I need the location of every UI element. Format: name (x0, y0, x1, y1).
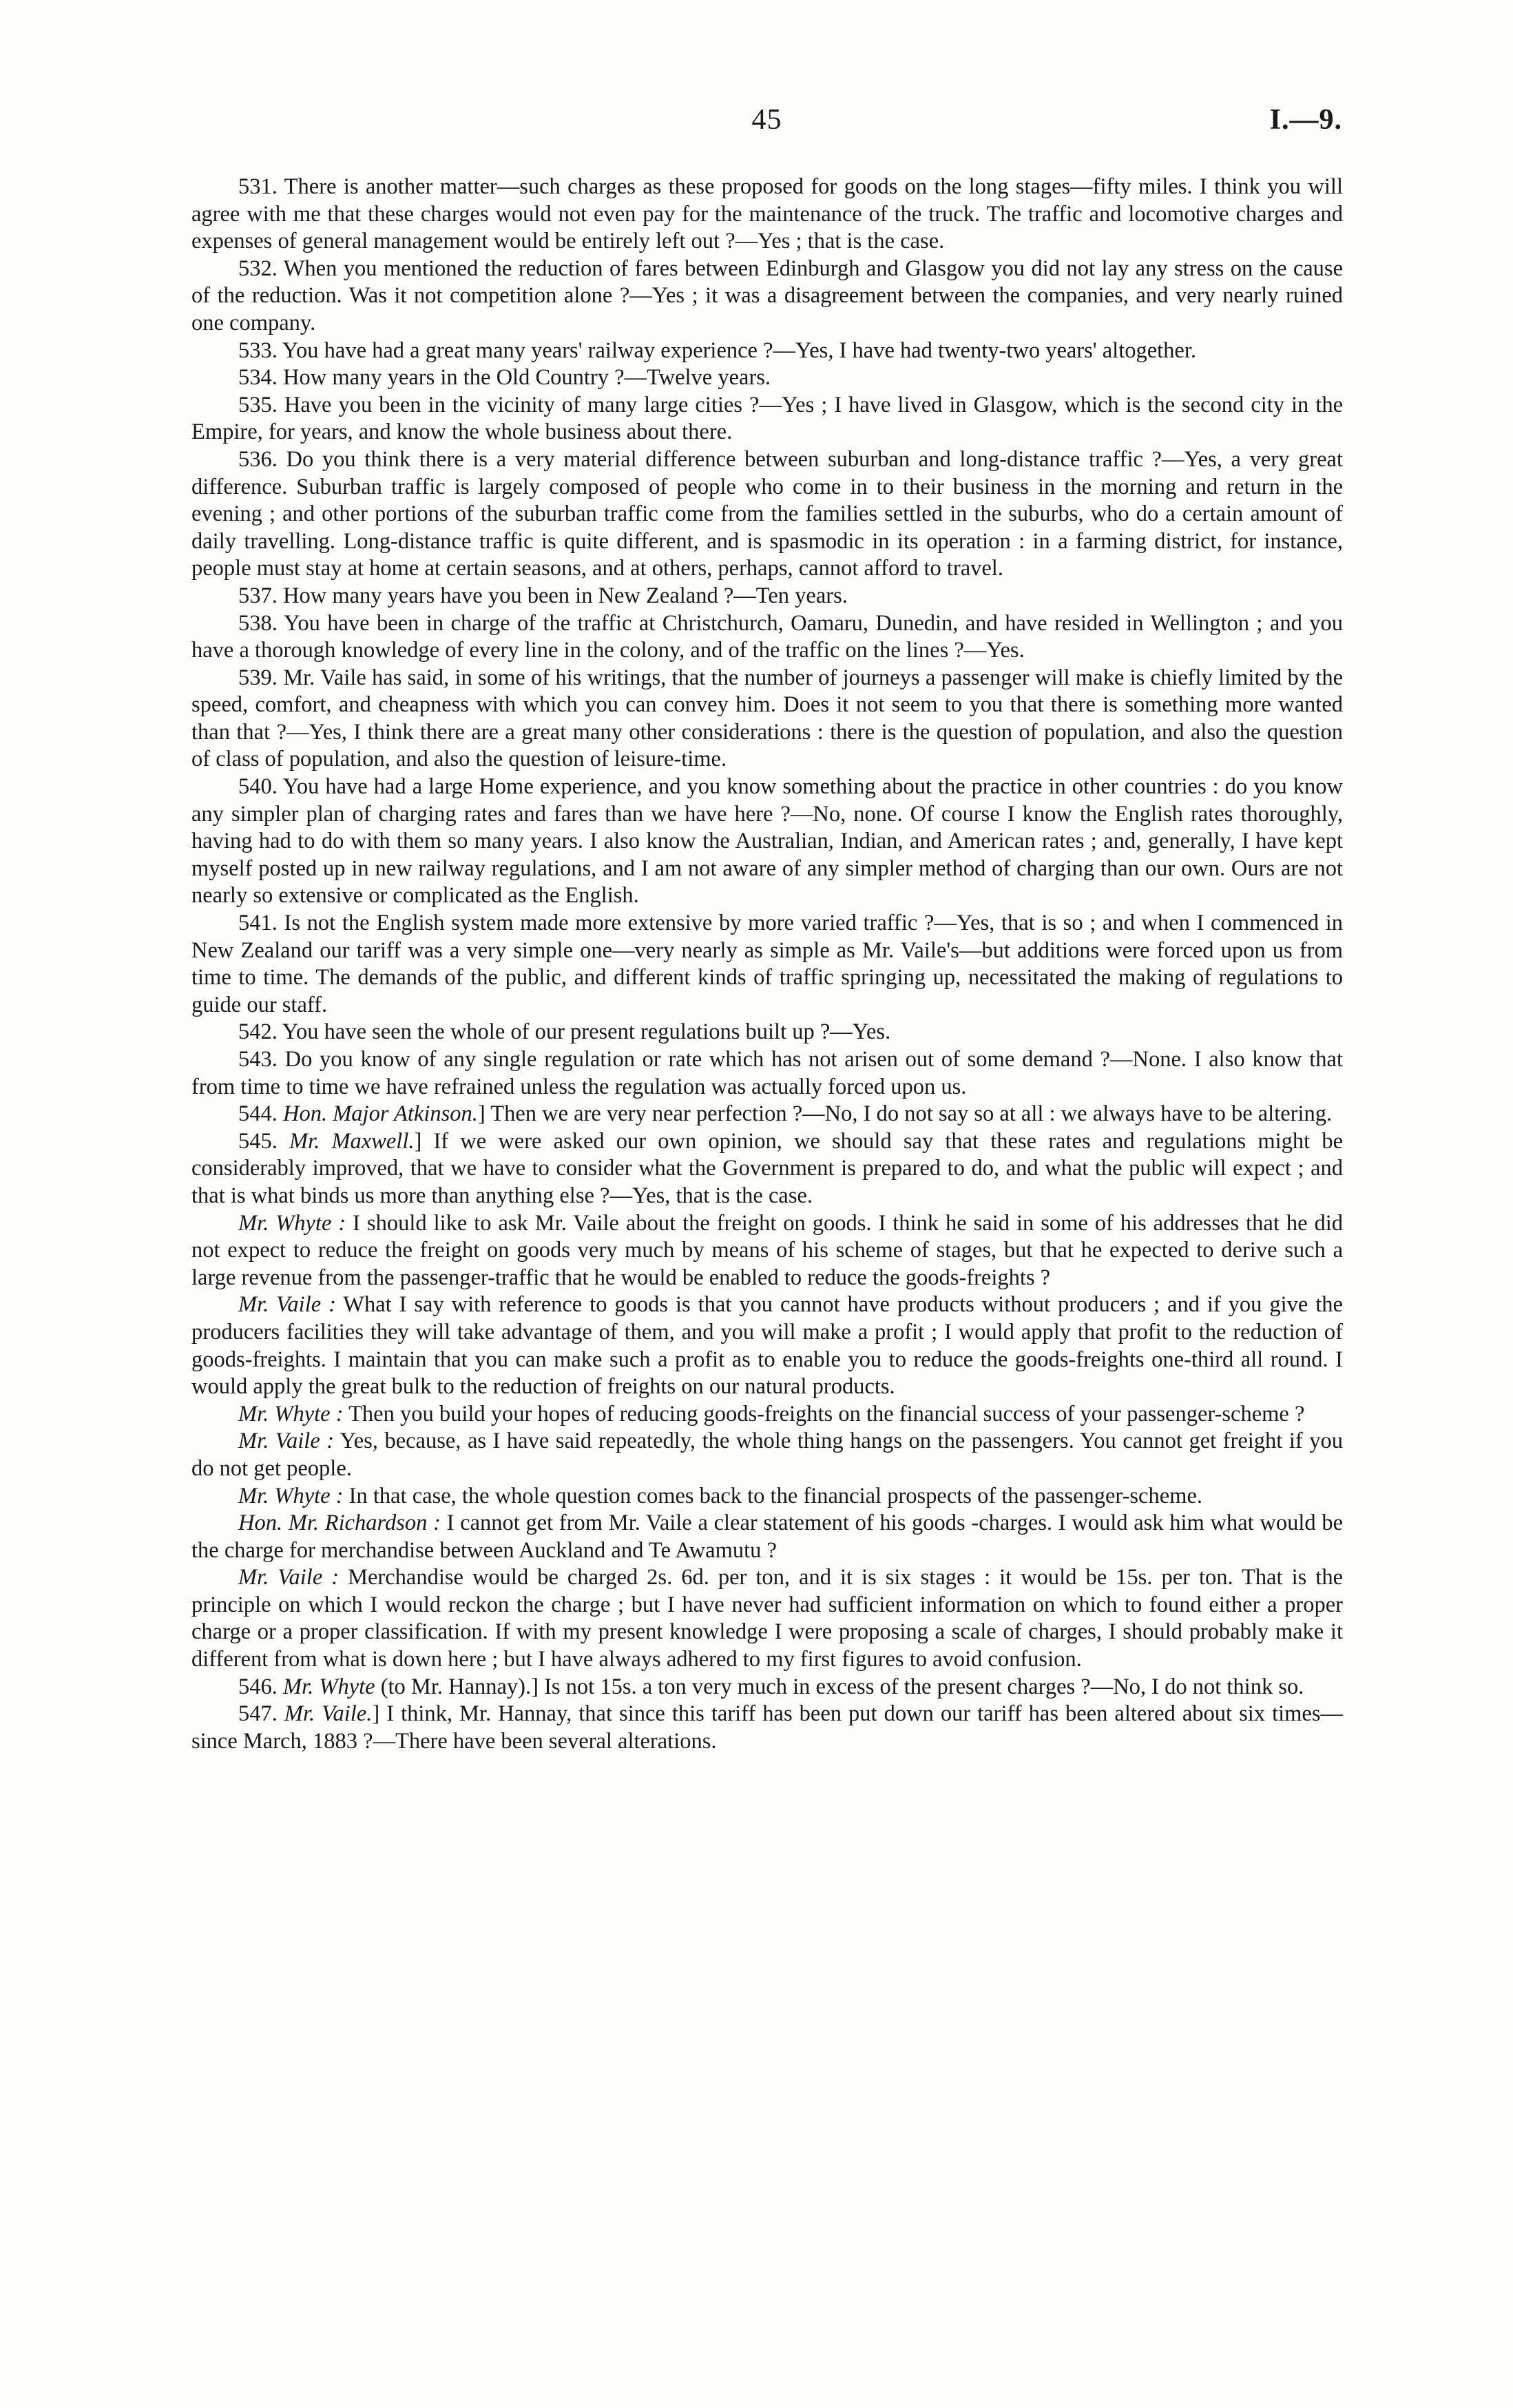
evidence-paragraph (191, 583, 1343, 610)
speaker-separator (344, 1402, 349, 1426)
paragraph-text: I think, Mr. Hannay, that since this tariff has been put down our tariff has been altered about six times—since March, 1883 ?—There have been several alterations. (191, 1701, 1344, 1754)
question-number: 539. (238, 665, 278, 690)
speaker-name: Hon. Major Atkinson. (283, 1101, 478, 1127)
speaker-name: Mr. Vaile : (238, 1292, 336, 1318)
speaker-separator (346, 1211, 353, 1236)
paragraph-text: In that case, the whole question comes back to the financial prospects of the passenger-scheme. (348, 1483, 1202, 1508)
evidence-paragraph (191, 665, 1343, 774)
page-number: 45 (751, 104, 782, 136)
paragraph-text: Is not the English system made more extensive by more varied traffic ?—Yes, that is so ; and when I commenced in New Zealand our tariff was a very simple one—very nearly as simple as Mr. Vaile's—but additions were forced upon us from time to time. The demands of the public, and different kinds of traffic springing up, necessitated the making of regulations to guide our staff. (191, 911, 1343, 1017)
paragraph-text: How many years have you been in New Zealand ?—Ten years. (283, 583, 848, 608)
evidence-paragraph (191, 610, 1343, 665)
question-number: 547. (238, 1701, 278, 1727)
speaker-separator (441, 1511, 447, 1535)
question-number: 541. (238, 911, 278, 936)
paragraph-text: Yes, because, as I have said repeatedly, the whole thing hangs on the passengers. You cannot get freight if you do not get people. (191, 1429, 1344, 1481)
paragraph-text: I should like to ask Mr. Vaile about the freight on goods. I think he said in some of his addresses that he did not expect to reduce the freight on goods very much by means of his scheme of stages, but that he expected to derive such a large revenue from the passenger-traffic that he would be enabled to reduce the goods-freights ? (191, 1210, 1344, 1290)
paragraph-text: Do you know of any single regulation or rate which has not arisen out of some demand ?—None. I also know that from time to time we have refrained unless the regulation was actually forced upon us. (191, 1047, 1343, 1099)
question-number: 546. (238, 1674, 278, 1699)
evidence-paragraph (191, 1428, 1343, 1482)
paragraph-text: Do you think there is a very material difference between suburban and long-distance traffic ?—Yes, a very great difference. Suburban traffic is largely composed of people who come in to their business in the morning and return in the evening ; and other portions of the suburban traffic come from the families settled in the suburbs, who do a certain amount of daily travelling. Long-distance traffic is quite different, and is spasmodic in its operation : in a farming district, for instance, people must stay at home at certain seasons, and at others, perhaps, cannot afford to travel. (191, 446, 1343, 581)
evidence-paragraph (191, 1674, 1343, 1701)
evidence-paragraph (191, 1401, 1343, 1429)
question-number: 544. (238, 1101, 278, 1127)
evidence-paragraph (191, 774, 1343, 910)
question-number: 536. (238, 446, 278, 472)
speaker-separator (336, 1292, 343, 1317)
evidence-paragraph (191, 1101, 1343, 1128)
speaker-name: Mr. Whyte : (238, 1210, 346, 1236)
question-number: 540. (238, 774, 278, 800)
minutes-of-evidence-text (191, 174, 1343, 1755)
evidence-paragraph (191, 910, 1343, 1019)
question-number: 533. (238, 338, 278, 363)
speaker-separator (339, 1565, 348, 1590)
paragraph-text: Merchandise would be charged 2s. 6d. per ton, and it is six stages : it would be 15s. per ton. That is the principle on which I would reckon the charge ; but I have never had sufficient information on which to found either a proper charge or a proper classification. If with my present knowledge I were proposing a scale of charges, I should probably make it different from what is down here ; but I have always adhered to my first figures to avoid confusion. (191, 1565, 1343, 1672)
evidence-paragraph (191, 1019, 1343, 1046)
speaker-name: Mr. Maxwell. (289, 1128, 415, 1154)
question-number: 535. (238, 392, 278, 417)
evidence-paragraph (191, 1210, 1343, 1292)
evidence-paragraph (191, 1046, 1343, 1101)
evidence-paragraph (191, 256, 1343, 338)
paragraph-text: I cannot get from Mr. Vaile a clear statement of his goods -charges. I would ask him what would be the charge for merchandise between Auckland and Te Awamutu ? (191, 1511, 1344, 1563)
paragraph-text: You have seen the whole of our present regulations built up ?—Yes. (282, 1019, 891, 1045)
paragraph-text: Then we are very near perfection ?—No, I do not say so at all : we always have to be altering. (490, 1101, 1333, 1127)
speaker-name: Mr. Whyte : (238, 1483, 344, 1508)
evidence-paragraph (191, 338, 1343, 365)
question-number: 534. (238, 365, 278, 391)
paragraph-text: Have you been in the vicinity of many large cities ?—Yes ; I have lived in Glasgow, which is the second city in the Empire, for years, and know the whole business about there. (191, 392, 1343, 445)
speaker-name: Mr. Vaile : (238, 1565, 340, 1590)
evidence-paragraph (191, 1483, 1343, 1511)
speaker-name: Mr. Vaile : (238, 1429, 335, 1454)
speaker-separator: ] (372, 1701, 387, 1727)
evidence-paragraph (191, 174, 1343, 256)
paragraph-text: There is another matter—such charges as these proposed for goods on the long stages—fifty miles. I think you will agree with me that these charges would not even pay for the maintenance of the truck. The traffic and locomotive charges and expenses of general management would be entirely left out ?—Yes ; that is the case. (191, 174, 1343, 254)
evidence-paragraph (191, 1291, 1343, 1400)
speaker-separator: ] (414, 1128, 434, 1154)
speaker-separator (375, 1674, 381, 1699)
evidence-paragraph (191, 446, 1343, 583)
question-number: 532. (238, 256, 278, 281)
evidence-paragraph (191, 392, 1343, 446)
evidence-paragraph (191, 1701, 1343, 1755)
paragraph-text: Mr. Vaile has said, in some of his writings, that the number of journeys a passenger will make is chiefly limited by the speed, comfort, and cheapness with which you can convey him. Does it not seem to you that there is something more wanted than that ?—Yes, I think there are a great many other considerations : there is the question of population, and also the question of class of population, and also the question of leisure-time. (191, 665, 1343, 772)
paragraph-text: You have had a great many years' railway experience ?—Yes, I have had twenty-two years' altogether. (282, 338, 1197, 363)
speaker-name: Mr. Vaile. (284, 1701, 373, 1727)
question-number: 542. (238, 1019, 278, 1045)
paragraph-text: If we were asked our own opinion, we should say that these rates and regulations might be considerably improved, that we have to consider what the Government is prepared to do, and what the public will expect ; and that is what binds us more than anything else ?—Yes, that is the case. (191, 1128, 1344, 1208)
paragraph-text: You have been in charge of the traffic at Christchurch, Oamaru, Dunedin, and have resided in Wellington ; and you have a thorough knowledge of every line in the colony, and of the traffic on the lines ?—Yes. (191, 610, 1343, 663)
evidence-paragraph (191, 1510, 1343, 1564)
question-number: 545. (238, 1128, 278, 1154)
page-header (191, 103, 1342, 145)
document-reference: I.—9. (1269, 104, 1342, 136)
evidence-paragraph (191, 1128, 1343, 1210)
question-number: 531. (238, 174, 278, 199)
paragraph-text: What I say with reference to goods is that you cannot have products without producers ; and if you give the producers facilities they will take advantage of them, and you will make a profit ; I would apply that profit to the reduction of goods-freights. I maintain that you can make such a profit as to enable you to reduce the goods-freights one-third all round. I would apply the great bulk to the reduction of freights on our natural products. (191, 1292, 1343, 1400)
speaker-name: Mr. Whyte : (238, 1401, 344, 1426)
question-number: 537. (238, 583, 278, 608)
paragraph-text: You have had a large Home experience, and you know something about the practice in other countries : do you know any simpler plan of charging rates and fares than we have here ?—No, none. Of course I know the English rates thoroughly, having had to do with them so many years. I also know the Australian, Indian, and American rates ; and, generally, I have kept myself posted up in new railway regulations, and I am not aware of any simpler method of charging than our own. Ours are not nearly so extensive or complicated as the English. (191, 774, 1344, 909)
paragraph-text: When you mentioned the reduction of fares between Edinburgh and Glasgow you did not lay any stress on the cause of the reduction. Was it not competition alone ?—Yes ; it was a disagreement between the companies, and very nearly ruined one company. (191, 256, 1343, 335)
speaker-separator: ] (477, 1101, 491, 1127)
paragraph-text: How many years in the Old Country ?—Twelve years. (283, 365, 771, 391)
evidence-paragraph (191, 1564, 1343, 1673)
evidence-paragraph (191, 364, 1343, 392)
question-number: 543. (238, 1047, 278, 1072)
paragraph-text: (to Mr. Hannay).] Is not 15s. a ton very much in excess of the present charges ?—No, I do not think so. (380, 1674, 1304, 1699)
speaker-separator (344, 1484, 349, 1508)
speaker-name: Hon. Mr. Richardson : (238, 1511, 441, 1536)
question-number: 538. (238, 610, 278, 636)
speaker-name: Mr. Whyte (283, 1674, 375, 1699)
paragraph-text: Then you build your hopes of reducing goods-freights on the financial success of your passenger-scheme ? (348, 1401, 1305, 1426)
